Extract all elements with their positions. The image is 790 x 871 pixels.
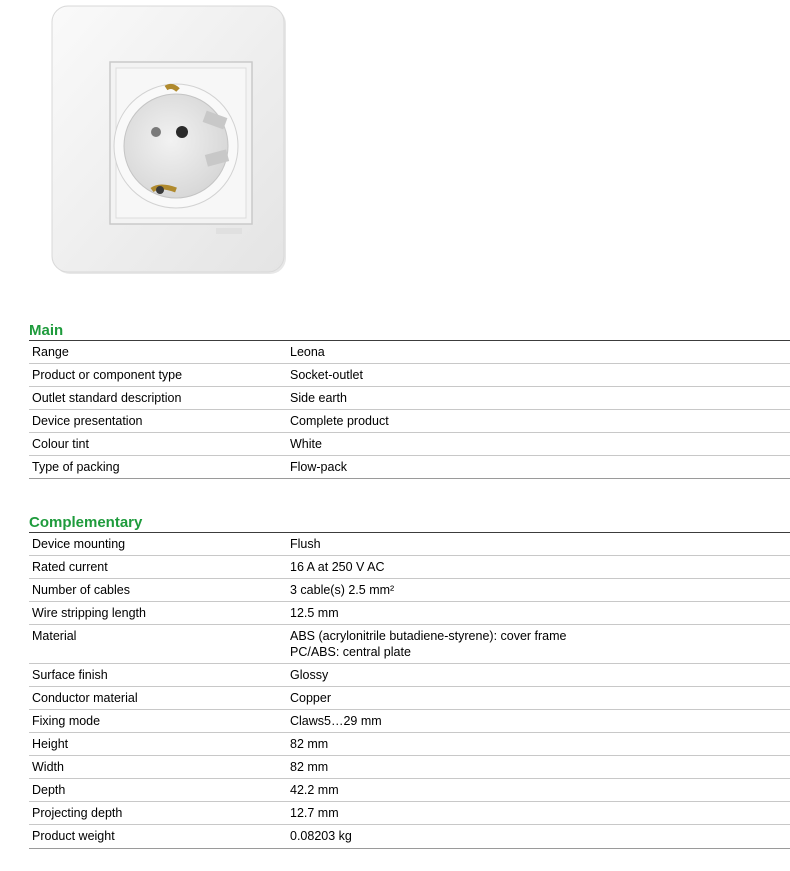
row-value [287,779,790,802]
row-value [287,602,790,625]
table-row [29,802,790,825]
table-row [29,579,790,602]
table-row [29,756,790,779]
table-row [29,364,790,387]
row-value [287,433,790,456]
row-value-line: Copper [290,691,331,705]
row-value [287,664,790,687]
row-value-line: Leona [290,345,325,359]
row-label: Product or component type [29,364,287,387]
product-image [48,4,290,279]
row-value-line: Glossy [290,668,329,682]
row-value-line: 16 A at 250 V AC [290,560,385,574]
row-value [287,533,790,556]
row-label: Device presentation [29,410,287,433]
row-value-line: Complete product [290,414,389,428]
complementary-section [29,513,790,849]
main-table [29,340,790,479]
row-label: Surface finish [29,664,287,687]
row-value-line: Flush [290,537,321,551]
row-value [287,825,790,849]
table-row [29,825,790,849]
row-label: Projecting depth [29,802,287,825]
complementary-table [29,532,790,849]
row-label: Wire stripping length [29,602,287,625]
table-row [29,410,790,433]
row-value-line: Side earth [290,391,347,405]
main-section [29,321,790,479]
table-row [29,433,790,456]
table-row [29,779,790,802]
row-value [287,364,790,387]
table-row [29,456,790,479]
row-value-line: 42.2 mm [290,783,339,797]
row-label: Number of cables [29,579,287,602]
section-title-main: Main [29,322,64,339]
row-label: Width [29,756,287,779]
row-label: Device mounting [29,533,287,556]
row-label: Outlet standard description [29,387,287,410]
row-label: Conductor material [29,687,287,710]
row-value [287,687,790,710]
table-row [29,687,790,710]
row-value [287,579,790,602]
row-value-line: 82 mm [290,737,329,751]
section-title-complementary: Complementary [29,514,143,531]
row-label: Material [29,625,287,664]
row-label: Fixing mode [29,710,287,733]
row-value-line: Claws5…29 mm [290,714,382,728]
row-label: Rated current [29,556,287,579]
row-label: Colour tint [29,433,287,456]
row-label: Depth [29,779,287,802]
row-value [287,625,790,664]
row-label: Range [29,341,287,364]
table-row [29,387,790,410]
row-value-line: Socket-outlet [290,368,363,382]
table-row [29,602,790,625]
row-value [287,387,790,410]
row-value-line: 0.08203 kg [290,829,352,843]
table-row [29,341,790,364]
row-value-line: 12.7 mm [290,806,339,820]
row-value [287,341,790,364]
row-value [287,710,790,733]
row-label: Type of packing [29,456,287,479]
row-value-line: 12.5 mm [290,606,339,620]
table-row [29,664,790,687]
row-value [287,456,790,479]
row-value-line: PC/ABS: central plate [290,645,411,659]
row-value [287,802,790,825]
table-row [29,556,790,579]
table-row [29,710,790,733]
row-value [287,410,790,433]
table-row [29,533,790,556]
row-value-line: Flow-pack [290,460,347,474]
table-row [29,733,790,756]
row-value-line: 82 mm [290,760,329,774]
row-value [287,556,790,579]
row-label: Product weight [29,825,287,849]
row-value-line: 3 cable(s) 2.5 mm² [290,583,395,597]
row-value [287,733,790,756]
row-value-line: White [290,437,322,451]
row-value [287,756,790,779]
row-label: Height [29,733,287,756]
row-value-line: ABS (acrylonitrile butadiene-styrene): cover frame [290,629,567,643]
table-row [29,625,790,664]
